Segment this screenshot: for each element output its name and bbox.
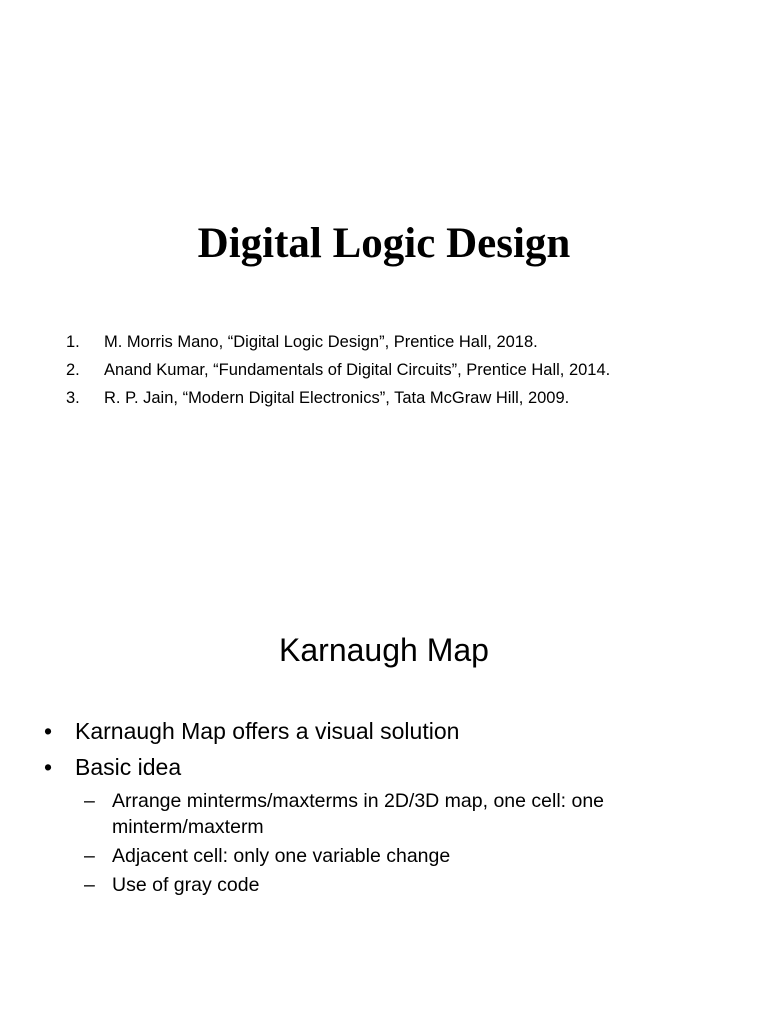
reference-list	[66, 330, 610, 414]
slide-karnaugh-map	[0, 512, 768, 1024]
dash-marker: –	[84, 874, 95, 896]
reference-text: M. Morris Mano, “Digital Logic Design”, Prentice Hall, 2018.	[104, 333, 538, 351]
reference-item	[66, 330, 610, 358]
sub-bullet-text: Adjacent cell: only one variable change	[112, 845, 451, 867]
sub-bullet-text: Use of gray code	[112, 874, 260, 896]
reference-number: 1.	[66, 333, 80, 351]
dash-marker: –	[84, 790, 95, 812]
reference-item	[66, 386, 610, 414]
reference-text: Anand Kumar, “Fundamentals of Digital Circuits”, Prentice Hall, 2014.	[104, 361, 611, 379]
sub-bullet-item	[84, 843, 734, 869]
reference-number: 3.	[66, 389, 80, 407]
reference-item	[66, 358, 610, 386]
bullet-marker: •	[44, 754, 53, 780]
dash-marker: –	[84, 845, 95, 867]
sub-bullet-item	[84, 872, 734, 898]
bullet-item	[44, 713, 734, 749]
sub-bullet-list	[84, 788, 734, 898]
sub-bullet-item	[84, 788, 734, 840]
slide-title: Digital Logic Design	[197, 220, 571, 267]
bullet-text: Karnaugh Map offers a visual solution	[75, 718, 460, 744]
bullet-list	[44, 713, 734, 898]
slide-title: Karnaugh Map	[279, 632, 489, 668]
sub-bullet-text: Arrange minterms/maxterms in 2D/3D map, one cell: one minterm/maxterm	[112, 790, 605, 838]
bullet-item	[44, 749, 734, 898]
reference-text: R. P. Jain, “Modern Digital Electronics”, Tata McGraw Hill, 2009.	[104, 389, 570, 407]
bullet-text: Basic idea	[75, 754, 182, 780]
reference-number: 2.	[66, 361, 80, 379]
bullet-marker: •	[44, 718, 53, 744]
